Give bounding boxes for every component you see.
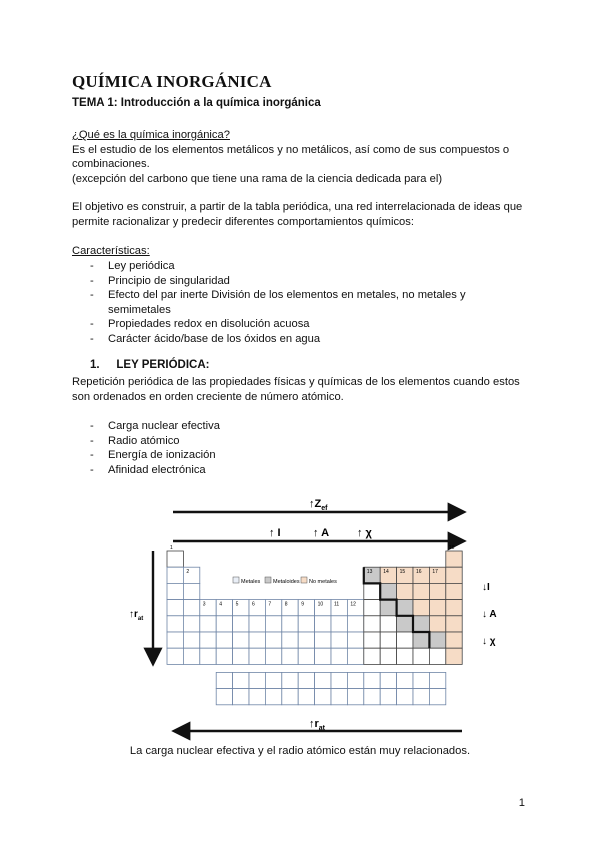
element-cell [183, 648, 199, 664]
element-cell [216, 648, 232, 664]
figure-caption: La carga nuclear efectiva y el radio atómico están muy relacionados. [129, 745, 471, 757]
a-label: ↑ A [313, 527, 330, 539]
list-item: - Carga nuclear efectiva [90, 420, 220, 432]
f-block-cell [282, 689, 298, 705]
f-block-cell [364, 672, 380, 688]
element-cell [347, 616, 363, 632]
group-number: 12 [350, 601, 356, 608]
element-cell [446, 567, 462, 583]
list-item: - Afinidad electrónica [90, 463, 206, 476]
f-block-cell [331, 689, 347, 705]
element-cell [167, 551, 183, 567]
periodic-grid [167, 545, 462, 705]
element-cell [282, 648, 298, 664]
legend-nonmetal: No metales [309, 579, 337, 585]
element-cell [413, 600, 429, 616]
element-cell [167, 583, 183, 599]
element-cell [249, 648, 265, 664]
element-cell [282, 632, 298, 648]
group-number: 14 [383, 569, 389, 576]
element-cell [380, 648, 396, 664]
group-number: 4 [219, 601, 222, 608]
f-block-cell [216, 672, 232, 688]
group-number: 8 [284, 601, 288, 608]
element-cell [429, 648, 445, 664]
element-cell [331, 648, 347, 664]
f-block-cell [347, 672, 363, 688]
element-cell [364, 583, 380, 599]
element-cell [446, 616, 462, 632]
page-number: 1 [518, 797, 525, 809]
element-cell [298, 648, 314, 664]
f-block-cell [413, 689, 429, 705]
element-cell [429, 583, 445, 599]
element-cell [364, 616, 380, 632]
topic-subtitle: TEMA 1: Introducción a la química inorgánica [72, 97, 321, 109]
element-cell [298, 632, 314, 648]
characteristics-heading: Características: [72, 245, 150, 257]
chi-right-label: ↓ χ [482, 636, 496, 647]
element-cell [167, 616, 183, 632]
element-cell [167, 648, 183, 664]
element-cell [364, 648, 380, 664]
element-cell [233, 648, 249, 664]
legend [233, 577, 337, 585]
list-item: - Ley periódica [90, 260, 175, 272]
group-number: 11 [334, 601, 340, 608]
element-cell [397, 648, 413, 664]
group-number: 17 [432, 569, 438, 576]
element-cell [413, 616, 429, 632]
element-cell [413, 632, 429, 648]
element-cell [233, 616, 249, 632]
element-cell [446, 551, 462, 567]
element-cell [216, 632, 232, 648]
list-item: - Efecto del par inerte División de los elementos en metales, no metales y semimetales [90, 289, 466, 316]
f-block-cell [429, 672, 445, 688]
element-cell [216, 616, 232, 632]
element-cell [446, 648, 462, 664]
group-number: 5 [235, 601, 239, 608]
group-number: 1 [170, 545, 173, 551]
element-cell [397, 616, 413, 632]
element-cell [429, 600, 445, 616]
f-block-cell [397, 689, 413, 705]
i-right-label: ↓I [482, 582, 490, 593]
f-block-cell [315, 672, 331, 688]
list-item: - Energía de ionización [90, 449, 216, 461]
element-cell [200, 616, 216, 632]
f-block-cell [233, 672, 249, 688]
i-label: ↑ I [269, 527, 281, 539]
element-cell [364, 632, 380, 648]
group-number: 13 [366, 569, 373, 576]
rat-bottom-label: $↑r_{at}$ [309, 718, 326, 732]
element-cell [167, 632, 183, 648]
a-right-label: ↓ A [482, 609, 497, 620]
element-cell [446, 600, 462, 616]
group-number: 7 [268, 601, 272, 608]
element-cell [331, 616, 347, 632]
f-block-cell [233, 689, 249, 705]
element-cell [446, 632, 462, 648]
element-cell [200, 648, 216, 664]
f-block-cell [216, 689, 232, 705]
list-item: - Principio de singularidad [90, 274, 230, 287]
chi-label: ↑ χ [357, 527, 372, 539]
question-heading: ¿Qué es la química inorgánica? [72, 129, 230, 141]
element-cell [249, 616, 265, 632]
f-block-cell [364, 689, 380, 705]
f-block-cell [315, 689, 331, 705]
list-item: - Radio atómico [90, 434, 180, 447]
group-number: 9 [301, 601, 304, 608]
f-block-cell [265, 672, 281, 688]
legend-metalloid: Metaloides [273, 579, 300, 585]
objective-line: El objetivo es construir, a partir de la tabla periódica, una red interrelacionada de ideas que [72, 201, 523, 213]
group-number: 3 [202, 601, 206, 608]
group-number: 2 [186, 569, 190, 576]
f-block-cell [298, 672, 314, 688]
element-cell [183, 583, 199, 599]
element-cell [413, 648, 429, 664]
list-item: - Propiedades redox en disolución acuosa [90, 318, 310, 330]
f-block-cell [249, 689, 265, 705]
document-title: QUÍMICA INORGÁNICA [72, 72, 272, 91]
f-block-cell [397, 672, 413, 688]
element-cell [347, 648, 363, 664]
element-cell [397, 600, 413, 616]
definition-note: (excepción del carbono que tiene una rama de la ciencia dedicada para el) [72, 172, 443, 185]
element-cell [347, 632, 363, 648]
f-block-cell [413, 672, 429, 688]
law-line: son ordenados en orden creciente de número atómico. [72, 390, 344, 403]
group-number: 15 [399, 569, 406, 576]
f-block-cell [249, 672, 265, 688]
f-block-cell [265, 689, 281, 705]
element-cell [429, 632, 445, 648]
element-cell [364, 600, 380, 616]
element-cell [380, 583, 396, 599]
objective-line: permite racionalizar y predecir diferentes comportamientos químicos: [72, 215, 414, 228]
element-cell [315, 616, 331, 632]
element-cell [183, 616, 199, 632]
element-cell [315, 632, 331, 648]
element-cell [265, 632, 281, 648]
element-cell [183, 600, 199, 616]
section-heading: 1. LEY PERIÓDICA: [90, 359, 210, 371]
element-cell [233, 632, 249, 648]
legend-metal: Metales [241, 579, 261, 585]
f-block-cell [347, 689, 363, 705]
group-number: 6 [252, 601, 255, 608]
law-line: Repetición periódica de las propiedades físicas y químicas de los elementos cuando estos [72, 376, 520, 388]
definition-line: Es el estudio de los elementos metálicos y no metálicos, así como de sus compuestos o [72, 143, 510, 156]
element-cell [249, 632, 265, 648]
element-cell [298, 616, 314, 632]
f-block-cell [331, 672, 347, 688]
element-cell [413, 583, 429, 599]
element-cell [265, 616, 281, 632]
zef-label: $↑Z_{ef}$ [309, 498, 328, 512]
element-cell [429, 616, 445, 632]
f-block-cell [298, 689, 314, 705]
element-cell [446, 583, 462, 599]
group-number: 10 [317, 601, 324, 608]
f-block-cell [380, 689, 396, 705]
element-cell [380, 600, 396, 616]
element-cell [200, 632, 216, 648]
element-cell [183, 632, 199, 648]
list-item: - Carácter ácido/base de los óxidos en agua [90, 332, 321, 345]
group-number: 16 [416, 569, 422, 576]
element-cell [315, 648, 331, 664]
definition-line: combinaciones. [72, 158, 150, 170]
element-cell [282, 616, 298, 632]
element-cell [380, 632, 396, 648]
rat-left-label: $↑r_{at}$ [129, 609, 144, 622]
f-block-cell [282, 672, 298, 688]
element-cell [397, 583, 413, 599]
f-block-cell [380, 672, 396, 688]
group-number: 18 [448, 545, 455, 551]
element-cell [331, 632, 347, 648]
element-cell [167, 600, 183, 616]
element-cell [167, 567, 183, 583]
element-cell [380, 616, 396, 632]
element-cell [397, 632, 413, 648]
f-block-cell [429, 689, 445, 705]
element-cell [265, 648, 281, 664]
